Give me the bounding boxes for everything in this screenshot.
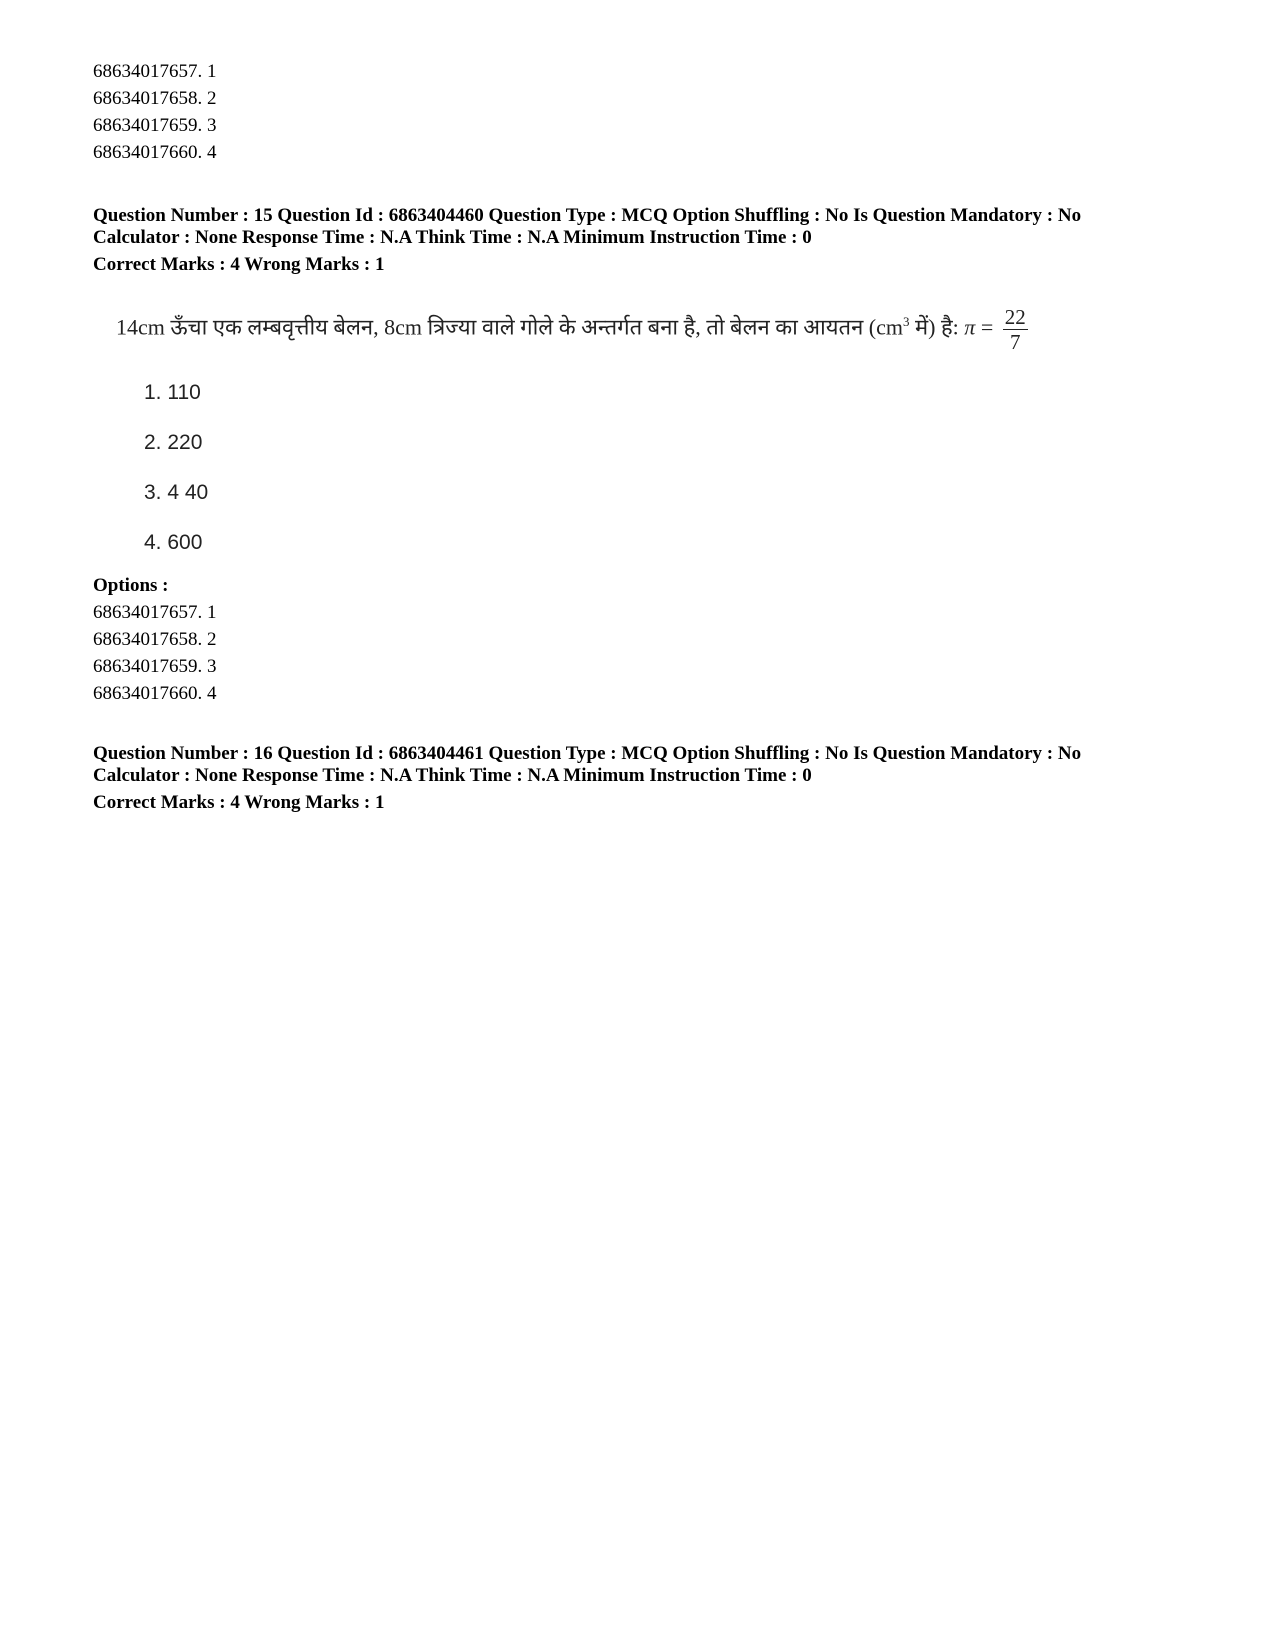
- q15-options-label: Options :: [93, 575, 169, 596]
- q15-choice-2: 2. 220: [144, 431, 203, 454]
- fraction: [1003, 305, 1028, 354]
- q15-header-line2: Calculator : None Response Time : N.A Think Time : N.A Minimum Instruction Time : 0: [93, 227, 812, 248]
- prev-option-1: 68634017657. 1: [93, 61, 217, 82]
- q15-option-2: 68634017658. 2: [93, 629, 217, 650]
- q15-choice-4: 4. 600: [144, 531, 203, 554]
- q16-header-line1: Question Number : 16 Question Id : 6863404461 Question Type : MCQ Option Shuffling : No Is Question Mandatory : No: [93, 743, 1082, 764]
- q15-choice-1: 1. 110: [144, 381, 201, 404]
- prev-option-3: 68634017659. 3: [93, 115, 217, 136]
- q15-question-text: [116, 305, 1028, 354]
- equals-sign: =: [975, 314, 999, 340]
- fraction-denominator: 7: [1010, 330, 1021, 354]
- q15-marks: Correct Marks : 4 Wrong Marks : 1: [93, 254, 385, 275]
- q15-question-rest: में) है:: [909, 314, 965, 340]
- prev-option-2: 68634017658. 2: [93, 88, 217, 109]
- q15-header-line1: Question Number : 15 Question Id : 6863404460 Question Type : MCQ Option Shuffling : No Is Question Mandatory : No: [93, 205, 1082, 226]
- q16-header-line2: Calculator : None Response Time : N.A Think Time : N.A Minimum Instruction Time : 0: [93, 765, 812, 786]
- fraction-numerator: 22: [1004, 305, 1026, 329]
- q15-option-4: 68634017660. 4: [93, 683, 217, 704]
- prev-option-4: 68634017660. 4: [93, 142, 217, 163]
- q15-question-sup: 3: [903, 314, 910, 330]
- q15-option-3: 68634017659. 3: [93, 656, 217, 677]
- q16-marks: Correct Marks : 4 Wrong Marks : 1: [93, 792, 385, 813]
- q15-choice-3: 3. 4 40: [144, 481, 209, 504]
- q15-question-main: 14cm ऊँचा एक लम्बवृत्तीय बेलन, 8cm त्रिज्या वाले गोले के अन्तर्गत बना है, तो बेलन का आयतन (cm: [116, 314, 904, 340]
- pi-symbol: π: [964, 314, 976, 340]
- q15-option-1: 68634017657. 1: [93, 602, 217, 623]
